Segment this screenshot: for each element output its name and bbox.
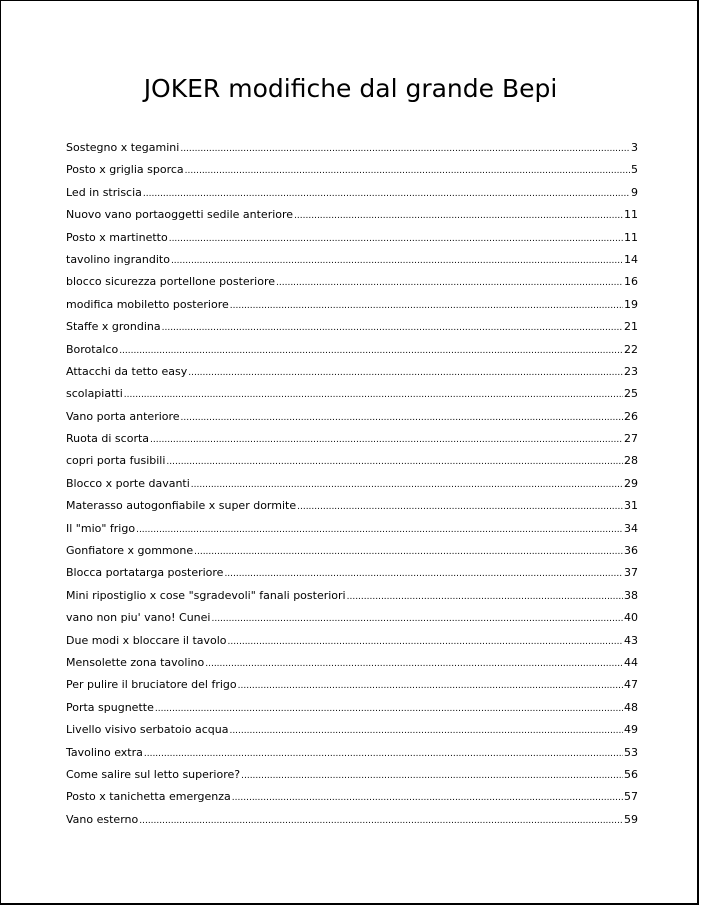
toc-entry-page: 3 — [631, 141, 638, 154]
table-of-contents — [66, 141, 638, 835]
toc-dot-leader — [136, 522, 623, 535]
toc-entry[interactable] — [66, 477, 638, 499]
toc-dot-leader — [188, 365, 623, 378]
toc-entry-page: 27 — [624, 432, 638, 446]
toc-entry-page: 48 — [624, 700, 638, 714]
toc-entry[interactable] — [66, 499, 638, 521]
toc-entry-label: vano non piu' vano! Cunei — [66, 611, 211, 625]
toc-entry[interactable] — [66, 656, 638, 678]
toc-entry-page: 26 — [624, 409, 638, 423]
toc-entry-page: 29 — [624, 476, 638, 490]
toc-entry-page: 44 — [624, 655, 638, 669]
toc-entry[interactable] — [66, 611, 638, 633]
toc-entry[interactable] — [66, 723, 638, 745]
toc-entry[interactable] — [66, 544, 638, 566]
toc-entry-label: Posto x griglia sporca — [66, 163, 184, 177]
toc-entry-label: Borotalco — [66, 342, 119, 356]
toc-entry[interactable] — [66, 634, 638, 656]
toc-entry-page: 57 — [624, 790, 638, 804]
toc-dot-leader — [139, 813, 623, 826]
toc-entry[interactable] — [66, 275, 638, 297]
toc-entry[interactable] — [66, 387, 638, 409]
toc-entry-page: 38 — [624, 588, 638, 602]
toc-dot-leader — [150, 432, 623, 445]
toc-dot-leader — [241, 768, 623, 781]
toc-entry-page: 22 — [624, 342, 638, 356]
toc-entry-page: 40 — [624, 611, 638, 625]
toc-entry-label: modifica mobiletto posteriore — [66, 297, 229, 311]
toc-entry-page: 31 — [624, 499, 638, 513]
toc-entry-page: 23 — [624, 364, 638, 378]
toc-entry-page: 5 — [631, 163, 638, 177]
toc-entry-page: 53 — [624, 745, 638, 759]
toc-entry-page: 49 — [624, 723, 638, 737]
toc-entry-label: Materasso autogonfiabile x super dormite — [66, 499, 297, 513]
toc-dot-leader — [144, 746, 623, 759]
toc-entry[interactable] — [66, 678, 638, 700]
toc-dot-leader — [143, 186, 630, 199]
toc-entry[interactable] — [66, 186, 638, 208]
toc-entry-page: 43 — [624, 633, 638, 647]
toc-entry-label: Attacchi da tetto easy — [66, 364, 188, 378]
toc-entry[interactable] — [66, 589, 638, 611]
toc-dot-leader — [191, 477, 623, 490]
toc-entry-page: 47 — [624, 678, 638, 692]
toc-entry[interactable] — [66, 163, 638, 185]
toc-entry-label: Ruota di scorta — [66, 432, 150, 446]
toc-entry-label: Vano esterno — [66, 812, 139, 826]
toc-entry-page: 37 — [624, 566, 638, 580]
toc-dot-leader — [181, 410, 623, 423]
toc-entry[interactable] — [66, 746, 638, 768]
toc-entry-label: Come salire sul letto superiore? — [66, 767, 241, 781]
toc-dot-leader — [180, 141, 630, 154]
toc-entry-page: 11 — [624, 230, 638, 244]
toc-entry-label: Gonfiatore x gommone — [66, 544, 194, 558]
toc-dot-leader — [162, 320, 623, 333]
toc-dot-leader — [276, 275, 623, 288]
toc-entry[interactable] — [66, 208, 638, 230]
toc-dot-leader — [230, 298, 623, 311]
toc-entry[interactable] — [66, 298, 638, 320]
toc-entry-page: 9 — [631, 185, 638, 199]
toc-dot-leader — [124, 387, 623, 400]
toc-entry[interactable] — [66, 522, 638, 544]
toc-entry-page: 28 — [624, 454, 638, 468]
toc-dot-leader — [232, 790, 623, 803]
toc-entry-label: Staffe x grondina — [66, 320, 161, 334]
toc-entry[interactable] — [66, 253, 638, 275]
toc-dot-leader — [119, 343, 623, 356]
toc-dot-leader — [194, 544, 623, 557]
toc-entry[interactable] — [66, 365, 638, 387]
toc-dot-leader — [229, 723, 623, 736]
document-title: JOKER modifiche dal grande Bepi — [143, 73, 558, 103]
toc-entry-label: blocco sicurezza portellone posteriore — [66, 275, 276, 289]
toc-dot-leader — [205, 656, 623, 669]
toc-entry-label: Blocco x porte davanti — [66, 476, 190, 490]
toc-entry-label: Posto x martinetto — [66, 230, 168, 244]
toc-entry-page: 14 — [624, 252, 638, 266]
toc-entry-page: 56 — [624, 767, 638, 781]
toc-entry-label: Due modi x bloccare il tavolo — [66, 633, 227, 647]
toc-entry-label: Per pulire il bruciatore del frigo — [66, 678, 237, 692]
toc-entry[interactable] — [66, 432, 638, 454]
toc-entry-page: 36 — [624, 544, 638, 558]
toc-entry-page: 34 — [624, 521, 638, 535]
toc-entry-label: tavolino ingrandito — [66, 252, 170, 266]
toc-entry-label: Posto x tanichetta emergenza — [66, 790, 231, 804]
toc-entry-label: Porta spugnette — [66, 700, 154, 714]
toc-entry[interactable] — [66, 454, 638, 476]
toc-entry-label: Blocca portatarga posteriore — [66, 566, 224, 580]
toc-entry-label: Livello visivo serbatoio acqua — [66, 723, 229, 737]
toc-entry-page: 25 — [624, 387, 638, 401]
toc-entry-page: 16 — [624, 275, 638, 289]
toc-entry-label: Tavolino extra — [66, 745, 143, 759]
toc-dot-leader — [297, 499, 623, 512]
toc-entry-page: 11 — [624, 208, 638, 222]
toc-entry-label: Mini ripostiglio x cose "sgradevoli" fanali posteriori — [66, 588, 346, 602]
toc-entry-page: 19 — [624, 297, 638, 311]
toc-entry[interactable] — [66, 231, 638, 253]
toc-dot-leader — [224, 566, 623, 579]
toc-entry[interactable] — [66, 410, 638, 432]
toc-entry-label: Il "mio" frigo — [66, 521, 136, 535]
toc-entry-label: Led in striscia — [66, 185, 142, 199]
toc-entry-label: copri porta fusibili — [66, 454, 166, 468]
toc-dot-leader — [294, 208, 623, 221]
toc-entry-label: Nuovo vano portaoggetti sedile anteriore — [66, 208, 294, 222]
toc-entry[interactable] — [66, 813, 638, 835]
toc-dot-leader — [185, 163, 630, 176]
toc-entry[interactable] — [66, 790, 638, 812]
toc-entry[interactable] — [66, 320, 638, 342]
toc-dot-leader — [228, 634, 623, 647]
toc-entry[interactable] — [66, 768, 638, 790]
toc-dot-leader — [171, 253, 623, 266]
toc-dot-leader — [347, 589, 623, 602]
toc-entry-label: scolapiatti — [66, 387, 123, 401]
toc-entry[interactable] — [66, 141, 638, 163]
toc-entry-label: Sostegno x tegamini — [66, 141, 180, 154]
toc-dot-leader — [211, 611, 623, 624]
toc-dot-leader — [169, 231, 623, 244]
toc-entry-page: 21 — [624, 320, 638, 334]
toc-entry-page: 59 — [624, 812, 638, 826]
toc-entry[interactable] — [66, 566, 638, 588]
toc-dot-leader — [238, 678, 623, 691]
toc-dot-leader — [166, 454, 623, 467]
toc-dot-leader — [155, 701, 623, 714]
toc-entry-label: Mensolette zona tavolino — [66, 655, 205, 669]
toc-entry-label: Vano porta anteriore — [66, 409, 180, 423]
toc-entry[interactable] — [66, 343, 638, 365]
toc-entry[interactable] — [66, 701, 638, 723]
